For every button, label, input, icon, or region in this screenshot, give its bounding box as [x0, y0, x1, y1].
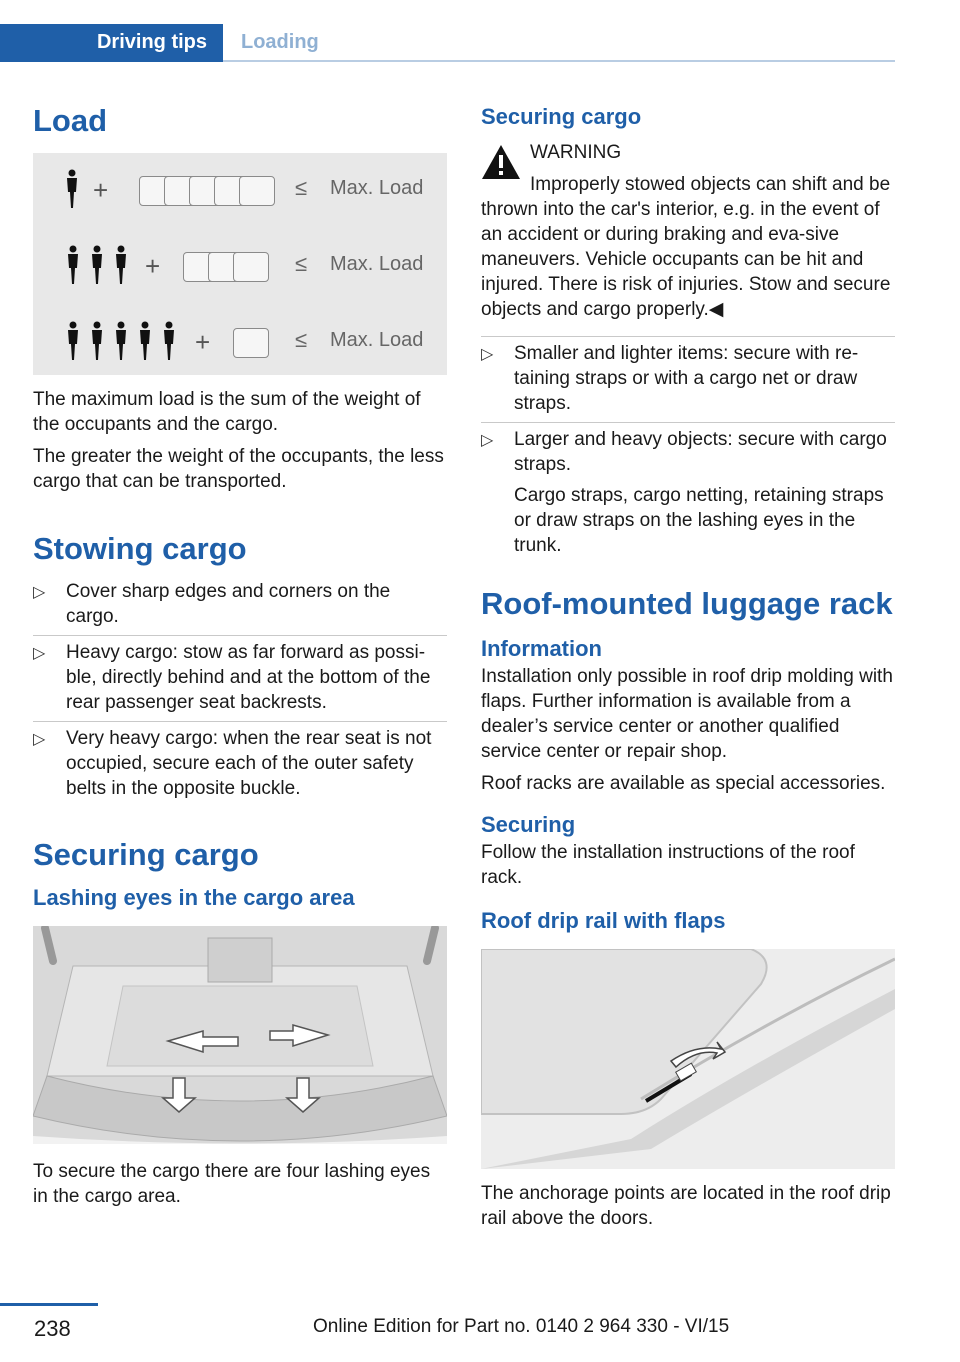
anchorage-paragraph: The anchorage points are located in the roof drip rail above the doors.	[481, 1183, 891, 1229]
max-load-label: Max. Load	[330, 329, 424, 351]
securing-cargo-heading: Securing cargo	[33, 837, 259, 872]
cargo-box-icon	[233, 328, 269, 358]
person-icon	[90, 245, 104, 285]
cargo-box-icon	[233, 252, 269, 282]
bullet-triangle-icon: ▷	[481, 346, 494, 363]
lashing-eyes-subheading: Lashing eyes in the cargo area	[33, 885, 355, 910]
left-column	[33, 96, 447, 1209]
max-load-figure	[33, 153, 447, 375]
list-item	[33, 635, 447, 721]
person-icon	[66, 245, 80, 285]
information-subheading: Information	[481, 636, 602, 661]
securing-cargo-subheading: Securing cargo	[481, 104, 642, 129]
page-number: 238	[34, 1316, 71, 1341]
warning-block	[481, 140, 895, 165]
max-load-label: Max. Load	[330, 177, 424, 199]
list-item-text: Smaller and lighter items: secure with re‐taining straps or with a cargo net or draw straps.	[514, 343, 859, 414]
section-tab-loading[interactable]: Loading	[241, 31, 319, 53]
section-tab-label: Driving tips	[96, 31, 207, 53]
load-row-2	[33, 239, 447, 299]
load-row-3	[33, 315, 447, 375]
information-paragraph-1: Installation only possible in roof drip molding with flaps. Further information is available from a dealer’s service center or another qualified service center or repair shop.	[481, 666, 893, 762]
cargo-box-icon	[239, 176, 275, 206]
list-item-text: Larger and heavy objects: secure with cargo straps.	[514, 429, 887, 475]
list-item	[481, 422, 895, 564]
person-icon	[66, 321, 80, 361]
bullet-triangle-icon: ▷	[33, 645, 46, 662]
list-item-text: Cover sharp edges and corners on the cargo.	[66, 581, 391, 627]
less-equal-sign: ≤	[295, 251, 308, 276]
less-equal-sign: ≤	[295, 327, 308, 352]
person-icon	[90, 321, 104, 361]
plus-sign: +	[145, 251, 161, 281]
warning-text: Improperly stowed objects can shift and be thrown into the car's interior, e.g. in the event of an accident or during braking and eva‐sive maneuvers. Vehicle occupants can be hit and injured. There is risk of injuries. Stow and secure objects and cargo properly.◀	[481, 174, 891, 320]
list-item-text: Very heavy cargo: when the rear seat is not occupied, secure each of the outer safety belts in the opposite buckle.	[66, 728, 432, 799]
max-load-label: Max. Load	[330, 253, 424, 275]
person-icon	[138, 321, 152, 361]
securing-subheading: Securing	[481, 812, 576, 837]
securing-paragraph: Follow the installation instructions of the roof rack.	[481, 842, 855, 888]
bullet-triangle-icon: ▷	[33, 584, 46, 601]
plus-sign: +	[93, 175, 109, 205]
person-icon	[162, 321, 176, 361]
load-heading: Load	[33, 103, 108, 138]
list-item	[33, 575, 447, 635]
edition-text: Online Edition for Part no. 0140 2 964 330 - VI/15	[313, 1316, 730, 1337]
person-icon	[65, 169, 79, 209]
cargo-area-illustration	[33, 926, 447, 1144]
load-row-1	[33, 163, 447, 223]
information-paragraph-2: Roof racks are available as special accessories.	[481, 773, 886, 794]
person-icon	[114, 245, 128, 285]
lashing-eyes-paragraph: To secure the cargo there are four lashing eyes in the cargo area.	[33, 1161, 431, 1207]
stowing-cargo-list	[33, 575, 447, 807]
load-paragraph-2: The greater the weight of the occupants, the less cargo that can be transported.	[33, 446, 444, 492]
load-paragraph-1: The maximum load is the sum of the weight of the occupants and the cargo.	[33, 389, 421, 435]
roof-rack-heading: Roof-mounted luggage rack	[481, 586, 893, 621]
bullet-triangle-icon: ▷	[33, 731, 46, 748]
bullet-triangle-icon: ▷	[481, 432, 494, 449]
header-rule	[223, 60, 895, 62]
less-equal-sign: ≤	[295, 175, 308, 200]
right-column	[481, 96, 895, 1231]
list-item-subtext: Cargo straps, cargo netting, retaining straps or draw straps on the lashing eyes in the trunk.	[514, 485, 884, 556]
warning-triangle-icon	[481, 144, 521, 180]
section-tab-driving-tips[interactable]	[0, 24, 223, 62]
roof-drip-rail-illustration	[481, 949, 895, 1169]
roof-drip-rail-subheading: Roof drip rail with flaps	[481, 908, 726, 933]
securing-list	[481, 336, 895, 564]
stowing-cargo-heading: Stowing cargo	[33, 531, 247, 566]
trunk-diagram	[33, 926, 447, 1144]
list-item	[481, 336, 895, 422]
plus-sign: +	[195, 327, 211, 357]
person-icon	[114, 321, 128, 361]
list-item	[33, 721, 447, 807]
roof-diagram	[481, 949, 895, 1169]
page-header	[0, 24, 895, 62]
footer-rule	[0, 1303, 98, 1306]
list-item-text: Heavy cargo: stow as far forward as possi‐ble, directly behind and at the bottom of the rear passenger seat backrests.	[66, 642, 431, 713]
warning-label: WARNING	[530, 142, 622, 163]
